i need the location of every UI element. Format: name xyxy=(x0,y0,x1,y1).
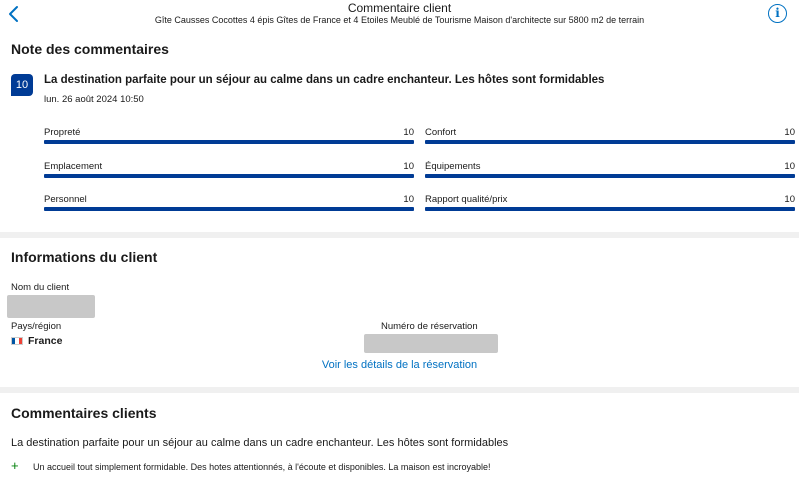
rating-value: 10 xyxy=(784,194,795,205)
rating-bar-fill xyxy=(425,207,795,211)
top-bar xyxy=(0,0,799,30)
rating-value: 10 xyxy=(784,161,795,172)
rating-bar-fill xyxy=(425,140,795,144)
client-name-label: Nom du client xyxy=(11,282,70,293)
rating-label: Rapport qualité/prix xyxy=(425,194,508,205)
review-title: La destination parfaite pour un séjour au calme dans un cadre enchanteur. Les hôtes sont formidables xyxy=(11,437,509,449)
rating-label: Emplacement xyxy=(44,161,103,172)
rating-bar-fill xyxy=(44,140,414,144)
rating-label: Équipements xyxy=(425,161,481,172)
rating-confort xyxy=(425,127,795,149)
section-divider xyxy=(0,232,799,238)
page-title: Commentaire client xyxy=(347,1,452,15)
rating-proprete xyxy=(44,127,414,149)
rating-equipements xyxy=(425,161,795,183)
plus-icon: + xyxy=(11,458,19,473)
rating-bar xyxy=(44,140,414,144)
rating-value: 10 xyxy=(403,161,414,172)
rating-label: Personnel xyxy=(44,194,87,205)
client-section-title: Informations du client xyxy=(11,249,158,265)
ratings-section-title: Note des commentaires xyxy=(11,41,169,57)
reservation-number-label: Numéro de réservation xyxy=(381,321,478,332)
info-icon: i xyxy=(775,6,780,20)
france-flag-icon xyxy=(11,337,23,345)
rating-value: 10 xyxy=(784,127,795,138)
rating-bar xyxy=(425,207,795,211)
client-name-redacted xyxy=(7,295,95,318)
info-button[interactable] xyxy=(768,4,787,23)
rating-bar xyxy=(44,174,414,178)
review-date: lun. 26 août 2024 10:50 xyxy=(44,94,144,105)
client-country xyxy=(11,335,62,347)
rating-label: Confort xyxy=(425,127,457,138)
rating-label: Propreté xyxy=(44,127,81,138)
country-value: France xyxy=(28,335,63,347)
rating-value: 10 xyxy=(403,194,414,205)
reservation-number-redacted xyxy=(364,334,498,353)
rating-personnel xyxy=(44,194,414,216)
rating-bar-fill xyxy=(44,174,414,178)
rating-value: 10 xyxy=(403,127,414,138)
rating-bar-fill xyxy=(44,207,414,211)
rating-bar xyxy=(425,174,795,178)
section-divider xyxy=(0,387,799,393)
rating-bar-fill xyxy=(425,174,795,178)
rating-bar xyxy=(44,207,414,211)
review-headline: La destination parfaite pour un séjour au calme dans un cadre enchanteur. Les hôtes sont formidables xyxy=(44,74,605,86)
comments-section-title: Commentaires clients xyxy=(11,405,157,421)
view-reservation-details-link[interactable]: Voir les détails de la réservation xyxy=(321,359,478,371)
rating-emplacement xyxy=(44,161,414,183)
property-name: Gîte Causses Cocottes 4 épis Gîtes de France et 4 Etoiles Meublé de Tourisme Maison d'architecte sur 5800 m2 de terrain xyxy=(154,15,645,25)
positive-comment: Un accueil tout simplement formidable. Des hotes attentionnés, à l'écoute et disponibles. La maison est incroyable! xyxy=(33,462,491,472)
country-label: Pays/région xyxy=(11,321,62,332)
score-badge: 10 xyxy=(11,74,33,96)
rating-bar xyxy=(425,140,795,144)
rating-rapport-qualite-prix xyxy=(425,194,795,216)
